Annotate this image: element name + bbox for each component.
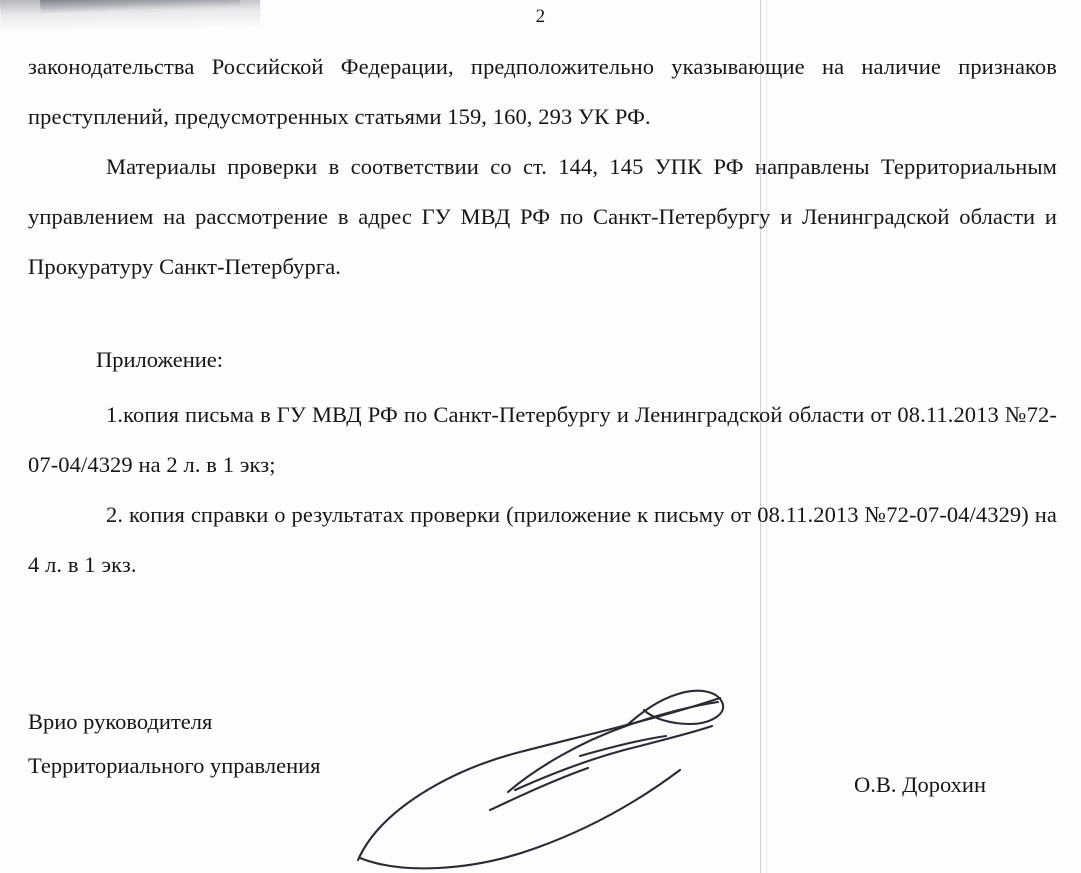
signature-position-block [28, 700, 321, 788]
paragraph-continuation: законодательства Российской Федерации, предположительно указывающие на наличие признаков преступлений, предусмотренных статьями 159, 160, 293 УК РФ. [28, 54, 1057, 129]
vertical-spacer [28, 292, 1057, 338]
vertical-spacer [28, 382, 1057, 390]
attachment-item: 1.копия письма в ГУ МВД РФ по Санкт-Петербургу и Ленинградской области от 08.11.2013 №72-07-04/4329 на 2 л. в 1 экз; [28, 402, 1057, 477]
signer-name: О.В. Дорохин [853, 772, 986, 797]
attachment-heading: Приложение: [96, 347, 224, 372]
handwritten-signature-icon [340, 660, 790, 870]
page-number: 2 [535, 6, 546, 27]
document-body [28, 42, 1057, 590]
attachment-item: 2. копия справки о результатах проверки (приложение к письму от 08.11.2013 №72-07-04/4329) на 4 л. в 1 экз. [28, 502, 1057, 577]
signature-position-line-1: Врио руководителя [28, 709, 213, 734]
paragraph-materials: Материалы проверки в соответствии со ст. 144, 145 УПК РФ направлены Территориальным управлением на рассмотрение в адрес ГУ МВД РФ по Санкт-Петербургу и Ленинградской области и Прокуратуру Санкт-Петербурга. [28, 154, 1057, 279]
signature-position-line-2: Территориального управления [28, 753, 321, 778]
